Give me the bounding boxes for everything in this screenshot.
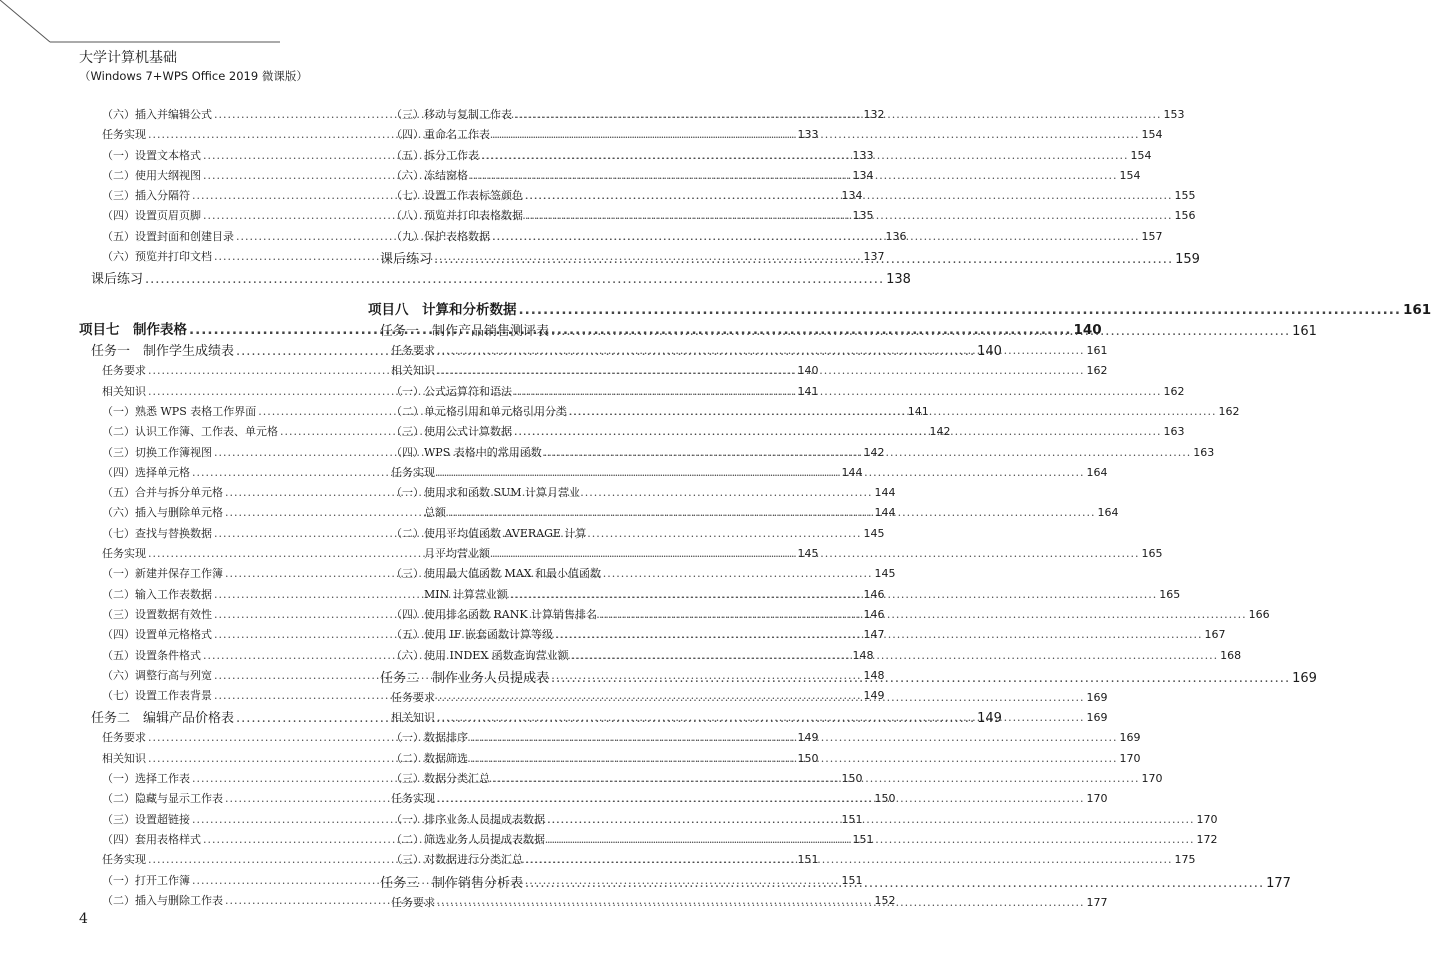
toc-page-number: 169 bbox=[1086, 711, 1108, 725]
toc-entry-label: 相关知识 bbox=[102, 751, 146, 765]
toc-entry-label: 任务一 制作学生成绩表 bbox=[91, 344, 235, 360]
toc-page-number: 175 bbox=[1174, 853, 1196, 867]
toc-entry[interactable] bbox=[368, 565, 618, 585]
toc-page-number: 134 bbox=[852, 168, 874, 182]
toc-page-number: 161 bbox=[1086, 344, 1108, 358]
toc-entry-label: 相关知识 bbox=[391, 711, 435, 725]
toc-entry-label: （五）合并与拆分单元格 bbox=[102, 486, 223, 500]
book-subtitle: （Windows 7+WPS Office 2019 微课版） bbox=[79, 69, 308, 83]
dot-leader bbox=[525, 209, 1173, 222]
dot-leader bbox=[437, 792, 1085, 805]
toc-page-number: 140 bbox=[797, 364, 819, 378]
toc-page-number: 145 bbox=[874, 567, 896, 581]
toc-page-number: 141 bbox=[797, 384, 819, 398]
toc-entry-label: （九）保护表格数据 bbox=[391, 229, 490, 243]
toc-page-number: 148 bbox=[852, 648, 874, 662]
toc-page-number: 154 bbox=[1130, 148, 1152, 162]
toc-page-number: 144 bbox=[841, 465, 863, 479]
toc-entry-label: （四）使用排名函数 RANK 计算销售排名 bbox=[391, 607, 598, 621]
dot-leader bbox=[525, 189, 1173, 202]
dot-leader bbox=[437, 691, 1085, 704]
toc-entry-label: （六）预览并打印文档 bbox=[102, 250, 212, 264]
toc-entry-label: 项目七 制作表格 bbox=[79, 322, 187, 339]
dot-leader bbox=[551, 668, 1290, 686]
toc-entry-label: 任务实现 bbox=[102, 853, 146, 867]
toc-page-number: 142 bbox=[929, 425, 951, 439]
toc-entry-label: （七）查找与替换数据 bbox=[102, 526, 212, 540]
toc-entry-label: （五）设置条件格式 bbox=[102, 648, 201, 662]
running-header bbox=[79, 50, 308, 85]
toc-entry-label: （一）熟悉 WPS 表格工作界面 bbox=[102, 404, 257, 418]
toc-page-number: 149 bbox=[863, 689, 885, 703]
section-gap bbox=[79, 290, 329, 318]
toc-page-number: 142 bbox=[863, 445, 885, 459]
dot-leader bbox=[514, 108, 1162, 121]
toc-page-number: 177 bbox=[1086, 895, 1108, 909]
toc-entry-label: （五）拆分工作表 bbox=[391, 148, 479, 162]
toc-entry-label: 任务二 制作业务人员提成表 bbox=[380, 670, 550, 686]
toc-page-number: 170 bbox=[1141, 772, 1163, 786]
toc-page-number: 163 bbox=[1193, 445, 1215, 459]
toc-entry-label: 任务实现 bbox=[102, 128, 146, 142]
dot-leader bbox=[492, 230, 1140, 243]
toc-entry-label: （一）选择工作表 bbox=[102, 772, 190, 786]
toc-entry-label: （六）插入与删除单元格 bbox=[102, 506, 223, 520]
dot-leader bbox=[470, 752, 1118, 765]
toc-page-number: 149 bbox=[797, 731, 819, 745]
toc-entry-label: （二）使用大纲视图 bbox=[102, 168, 201, 182]
toc-entry-label: （二）输入工作表数据 bbox=[102, 587, 212, 601]
dot-leader bbox=[544, 446, 1192, 459]
toc-entry-label: （一）新建并保存工作簿 bbox=[102, 567, 223, 581]
toc-page-number: 161 bbox=[1292, 324, 1317, 340]
dot-leader bbox=[514, 385, 1162, 398]
toc-entry-label: （四）WPS 表格中的常用函数 bbox=[391, 445, 542, 459]
dot-leader bbox=[547, 813, 1195, 826]
toc-entry-label: 总额 bbox=[424, 506, 446, 520]
toc-exercise-entry[interactable] bbox=[79, 268, 911, 290]
toc-page-number: 138 bbox=[886, 272, 911, 288]
toc-entry-label: 相关知识 bbox=[102, 384, 146, 398]
toc-page-number: 169 bbox=[1119, 731, 1141, 745]
toc-page-number: 169 bbox=[1086, 690, 1108, 704]
toc-entry-label: （三）数据分类汇总 bbox=[391, 772, 490, 786]
toc-page-number: 147 bbox=[863, 628, 885, 642]
dot-leader bbox=[492, 128, 1140, 141]
dot-leader bbox=[551, 324, 1290, 339]
toc-page-number: 150 bbox=[841, 772, 863, 786]
dot-leader bbox=[599, 608, 1247, 621]
toc-page-number: 170 bbox=[1086, 792, 1108, 806]
toc-entry-label: 任务实现 bbox=[102, 547, 146, 561]
toc-page-number: 161 bbox=[1403, 302, 1431, 319]
toc-page-number: 146 bbox=[863, 587, 885, 601]
toc-page-number: 150 bbox=[797, 751, 819, 765]
toc-entry-label: 任务实现 bbox=[391, 465, 435, 479]
toc-page-number: 152 bbox=[874, 893, 896, 907]
toc-entry-label: 项目八 计算和分析数据 bbox=[368, 302, 517, 319]
toc-page-number: 164 bbox=[1086, 465, 1108, 479]
toc-entry-label: （二）认识工作簿、工作表、单元格 bbox=[102, 425, 278, 439]
toc-page-number: 149 bbox=[977, 711, 1002, 727]
dot-leader bbox=[525, 873, 1264, 891]
toc-page-number: 140 bbox=[1073, 322, 1102, 339]
toc-page-number: 153 bbox=[1163, 108, 1185, 121]
toc-entry-label: （二）使用平均值函数 AVERAGE 计算 bbox=[391, 526, 587, 540]
dot-leader bbox=[437, 364, 1085, 377]
toc-entry-label: （五）使用 IF 嵌套函数计算等级 bbox=[391, 628, 553, 642]
dot-leader bbox=[481, 149, 1129, 162]
toc-page-number: 167 bbox=[1204, 628, 1226, 642]
toc-page-number: 150 bbox=[874, 792, 896, 806]
dot-leader bbox=[519, 302, 1402, 318]
toc-entry-label: （四）设置单元格格式 bbox=[102, 628, 212, 642]
dot-leader bbox=[434, 252, 1173, 267]
dot-leader bbox=[437, 466, 1085, 479]
toc-entry-label: （二）插入与删除工作表 bbox=[102, 893, 223, 907]
toc-page-number: 159 bbox=[1175, 252, 1200, 268]
dot-leader bbox=[470, 169, 1118, 182]
toc-entry-label: （七）设置工作表标签颜色 bbox=[391, 189, 523, 203]
toc-page-number: 133 bbox=[852, 148, 874, 162]
toc-page-number: 144 bbox=[874, 486, 896, 500]
toc-entry[interactable] bbox=[368, 484, 618, 504]
dot-leader bbox=[437, 344, 1085, 360]
toc-entry-label: （三）设置数据有效性 bbox=[102, 607, 212, 621]
toc-entry-label: （二）单元格引用和单元格引用分类 bbox=[391, 404, 567, 418]
toc-page-number: 170 bbox=[1119, 751, 1141, 765]
toc-page-number: 140 bbox=[977, 344, 1002, 360]
toc-entry-label: 任务二 编辑产品价格表 bbox=[91, 711, 235, 727]
toc-page-number: 164 bbox=[1097, 506, 1119, 520]
toc-entry-label: （六）使用 INDEX 函数查询营业额 bbox=[391, 648, 569, 662]
toc-entry-label: 任务要求 bbox=[102, 364, 146, 378]
toc-entry-label: （三）使用最大值函数 MAX 和最小值函数 bbox=[391, 567, 602, 581]
toc-page-number: 172 bbox=[1196, 832, 1218, 846]
toc-entry-label: （四）选择单元格 bbox=[102, 465, 190, 479]
toc-entry-label: 任务要求 bbox=[391, 895, 435, 909]
toc-entry-label: （三）移动与复制工作表 bbox=[391, 108, 512, 121]
dot-leader bbox=[569, 405, 1217, 418]
toc-page-number: 144 bbox=[874, 506, 896, 520]
toc-page-number: 155 bbox=[1174, 189, 1196, 203]
section-gap bbox=[368, 270, 618, 298]
toc-entry-label: （三）插入分隔符 bbox=[102, 189, 190, 203]
toc-page-number: 145 bbox=[797, 547, 819, 561]
toc-page-number: 132 bbox=[863, 108, 885, 121]
toc-page-number: 146 bbox=[863, 607, 885, 621]
toc-page-number: 162 bbox=[1086, 364, 1108, 378]
dot-leader bbox=[571, 649, 1219, 662]
dot-leader bbox=[448, 506, 1096, 519]
dot-leader bbox=[510, 588, 1158, 601]
toc-project-entry[interactable] bbox=[368, 298, 1431, 320]
toc-page-number: 136 bbox=[885, 229, 907, 243]
toc-page-number: 165 bbox=[1159, 587, 1181, 601]
toc-entry-label: （四）重命名工作表 bbox=[391, 128, 490, 142]
toc-entry-label: （一）使用求和函数 SUM 计算月营业 bbox=[391, 486, 581, 500]
toc-page-number: 148 bbox=[863, 668, 885, 682]
toc-entry-label: （五）设置封面和创建目录 bbox=[102, 229, 234, 243]
toc-entry-label: （三）设置超链接 bbox=[102, 812, 190, 826]
toc-page-number: 135 bbox=[852, 209, 874, 223]
dot-leader bbox=[492, 547, 1140, 560]
toc-entry-label: （一）打开工作簿 bbox=[102, 873, 190, 887]
toc-page-number: 154 bbox=[1141, 128, 1163, 142]
toc-entry-label: （七）设置工作表背景 bbox=[102, 689, 212, 703]
toc-page-number: 165 bbox=[1141, 547, 1163, 561]
toc-page-number: 162 bbox=[1163, 384, 1185, 398]
toc-entry-label: （一）排序业务人员提成表数据 bbox=[391, 812, 545, 826]
dot-leader bbox=[492, 772, 1140, 785]
book-title: 大学计算机基础 bbox=[79, 50, 177, 66]
toc-entry-label: （一）数据排序 bbox=[391, 731, 468, 745]
toc-page-number: 162 bbox=[1218, 404, 1240, 418]
toc-entry-label: （四）套用表格样式 bbox=[102, 832, 201, 846]
toc-page-number: 177 bbox=[1266, 875, 1291, 891]
toc-page-number: 151 bbox=[852, 832, 874, 846]
toc-page-number: 157 bbox=[1141, 229, 1163, 243]
toc-entry-label: 任务一 制作产品销售测评表 bbox=[380, 324, 550, 340]
toc-entry-label: （八）预览并打印表格数据 bbox=[391, 209, 523, 223]
toc-page-number: 170 bbox=[1196, 812, 1218, 826]
toc-entry[interactable] bbox=[368, 525, 618, 545]
toc-entry-label: （四）设置页眉页脚 bbox=[102, 209, 201, 223]
toc-entry-label: 任务三 制作销售分析表 bbox=[380, 875, 524, 891]
toc-page-number: 141 bbox=[907, 404, 929, 418]
toc-page-number: 169 bbox=[1292, 670, 1317, 686]
toc-page-number: 151 bbox=[841, 812, 863, 826]
toc-entry-label: 月平均营业额 bbox=[424, 547, 490, 561]
toc-entry-label: （二）隐藏与显示工作表 bbox=[102, 792, 223, 806]
toc-page-number: 137 bbox=[863, 250, 885, 264]
toc-entry-label: 任务实现 bbox=[391, 792, 435, 806]
toc-page-number: 166 bbox=[1248, 607, 1270, 621]
toc-page-number: 168 bbox=[1220, 648, 1242, 662]
dot-leader bbox=[514, 425, 1162, 438]
toc-page-number: 156 bbox=[1174, 209, 1196, 223]
toc-page-number: 154 bbox=[1119, 168, 1141, 182]
toc-entry-label: 相关知识 bbox=[391, 364, 435, 378]
toc-page-number: 134 bbox=[841, 189, 863, 203]
toc-page-number: 145 bbox=[863, 526, 885, 540]
toc-entry-label: MIN 计算营业额 bbox=[424, 587, 508, 601]
toc-entry-label: 任务要求 bbox=[391, 690, 435, 704]
toc-entry-label: 课后练习 bbox=[91, 272, 144, 288]
toc-entry-label: （一）设置文本格式 bbox=[102, 148, 201, 162]
toc-entry-label: 任务要求 bbox=[102, 731, 146, 745]
toc-page-number: 163 bbox=[1163, 425, 1185, 439]
toc-entry-label: 课后练习 bbox=[380, 252, 433, 268]
toc-entry-label: （三）切换工作簿视图 bbox=[102, 445, 212, 459]
toc-entry-label: （六）插入并编辑公式 bbox=[102, 108, 212, 121]
dot-leader bbox=[470, 731, 1118, 744]
toc-entry-label: （三）使用公式计算数据 bbox=[391, 425, 512, 439]
toc-page-number: 151 bbox=[841, 873, 863, 887]
toc-page-number: 151 bbox=[797, 853, 819, 867]
toc-entry-label: （二）数据筛选 bbox=[391, 751, 468, 765]
dot-leader bbox=[547, 833, 1195, 846]
toc-entry-label: （三）对数据进行分类汇总 bbox=[391, 853, 523, 867]
toc-entry-label: 任务要求 bbox=[391, 344, 435, 358]
dot-leader bbox=[555, 628, 1203, 641]
toc-entry-label: （六）冻结窗格 bbox=[391, 168, 468, 182]
toc-entry-label: （六）调整行高与列宽 bbox=[102, 668, 212, 682]
page-number: 4 bbox=[79, 911, 88, 927]
toc-page-number: 133 bbox=[797, 128, 819, 142]
dot-leader bbox=[437, 711, 1085, 727]
dot-leader bbox=[525, 853, 1173, 866]
toc-entry-label: （一）公式运算符和语法 bbox=[391, 384, 512, 398]
dot-leader bbox=[437, 893, 1085, 909]
toc-entry-label: （二）筛选业务人员提成表数据 bbox=[391, 832, 545, 846]
